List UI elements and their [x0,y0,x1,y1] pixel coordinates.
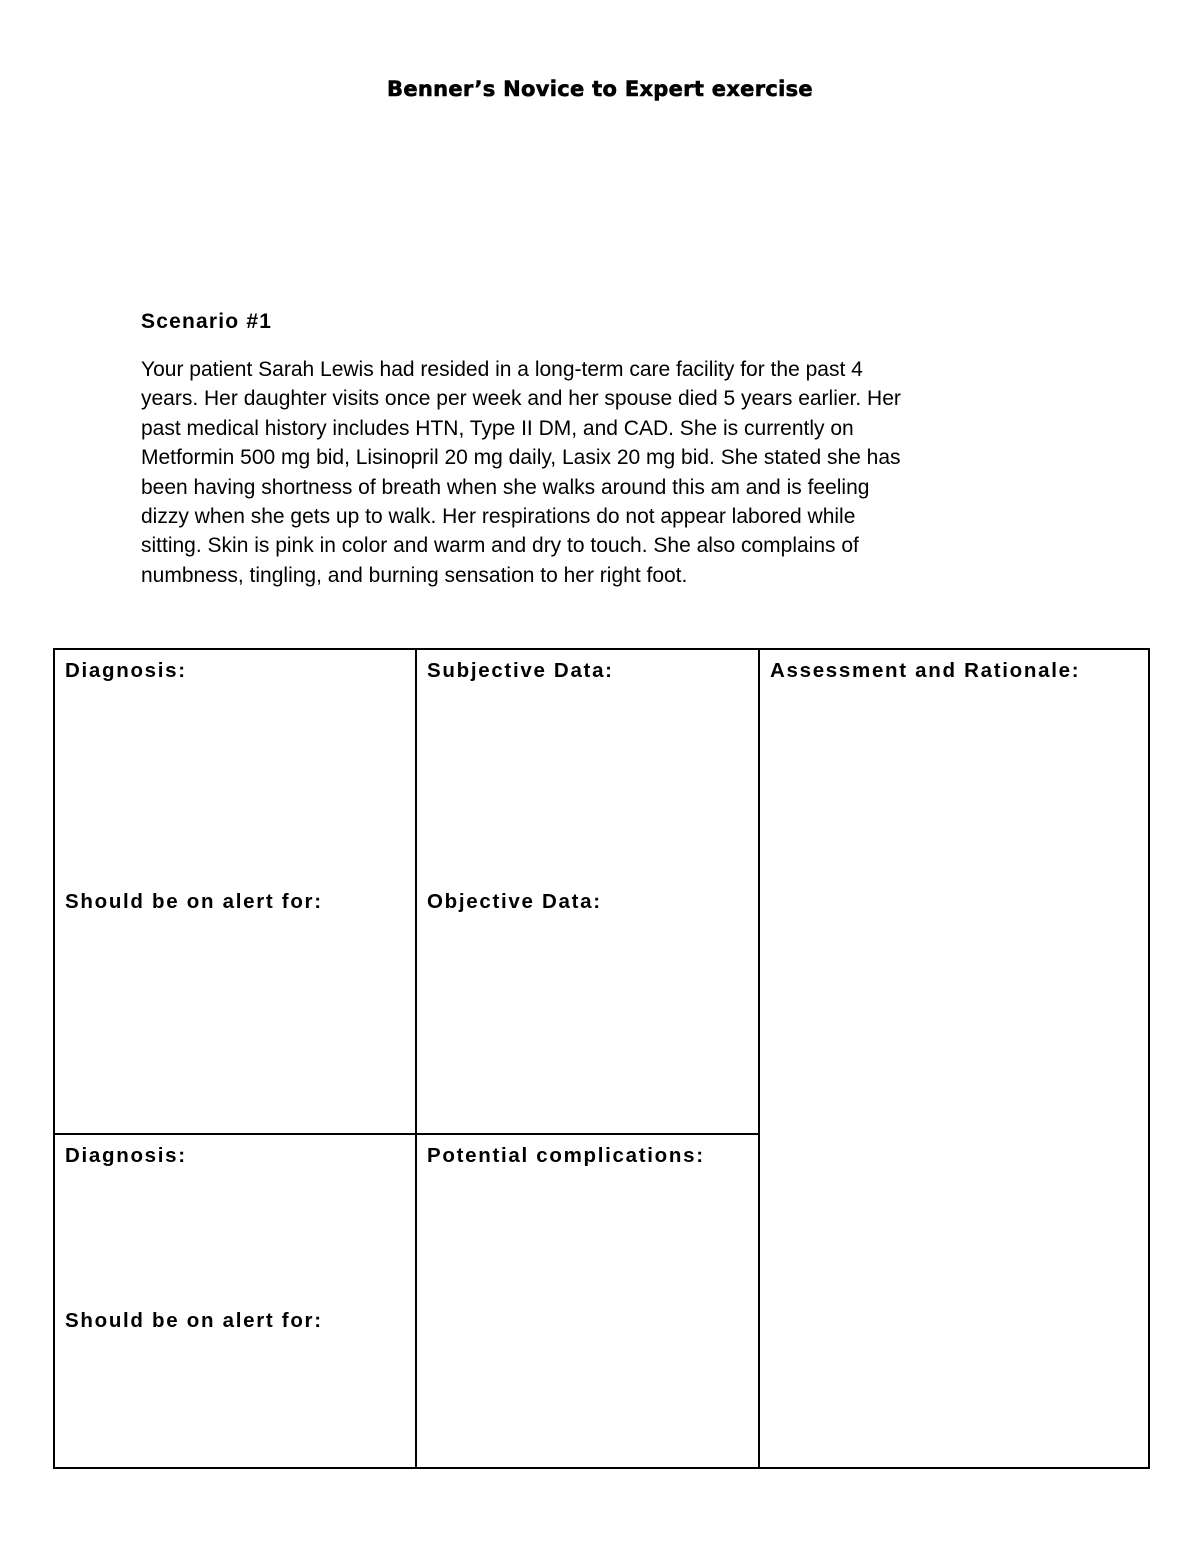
assessment-cell[interactable] [759,649,1149,1468]
diagnosis-cell-2[interactable] [54,1134,416,1468]
subjective-objective-cell[interactable] [416,649,759,1134]
assessment-rationale-label: Assessment and Rationale: [770,659,1081,682]
alert-label: Should be on alert for: [65,1309,323,1332]
scenario-line: years. Her daughter visits once per week and her spouse died 5 years earlier. Her [141,387,901,411]
scenario-line: past medical history includes HTN, Type II DM, and CAD. She is currently on [141,416,854,440]
care-plan-table [53,648,1150,1469]
scenario-line: sitting. Skin is pink in color and warm and dry to touch. She also complains of [141,534,859,558]
objective-data-label: Objective Data: [427,890,602,913]
scenario-description [141,355,1071,590]
scenario-line: dizzy when she gets up to walk. Her respirations do not appear labored while [141,505,856,529]
alert-label: Should be on alert for: [65,890,323,913]
scenario-line: been having shortness of breath when she walks around this am and is feeling [141,475,870,499]
scenario-line: Your patient Sarah Lewis had resided in a long-term care facility for the past 4 [141,358,863,381]
diagnosis-label: Diagnosis: [65,1144,187,1167]
diagnosis-label: Diagnosis: [65,659,187,682]
potential-complications-cell[interactable] [416,1134,759,1468]
scenario-line: Metformin 500 mg bid, Lisinopril 20 mg daily, Lasix 20 mg bid. She stated she has [141,446,901,470]
potential-complications-label: Potential complications: [427,1144,705,1167]
scenario-line: numbness, tingling, and burning sensation to her right foot. [141,563,688,587]
scenario-heading: Scenario #1 [141,310,273,333]
diagnosis-cell-1[interactable] [54,649,416,1134]
subjective-data-label: Subjective Data: [427,659,614,682]
document-title: Benner’s Novice to Expert exercise [387,77,813,101]
